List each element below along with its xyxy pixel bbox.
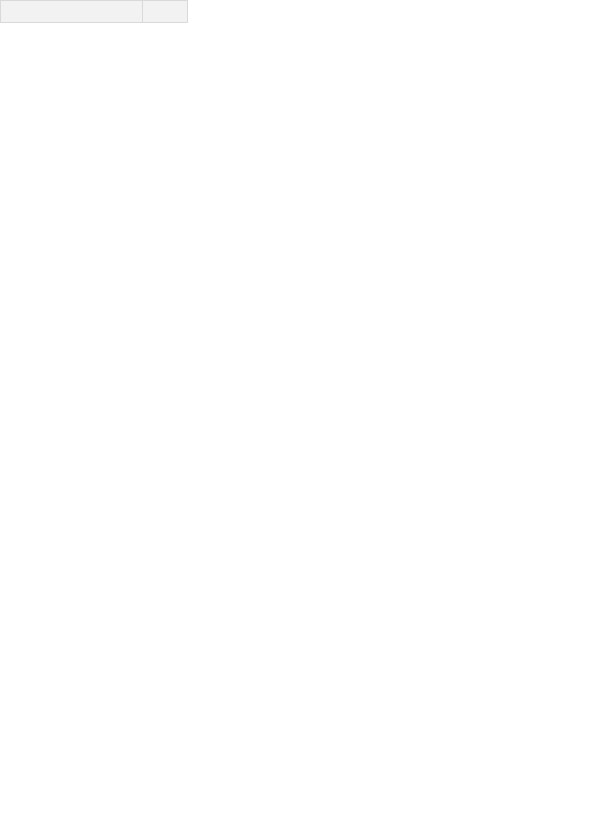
column-header-total [142,1,187,23]
admission-plan-table [0,0,603,23]
column-header-major [1,1,143,23]
